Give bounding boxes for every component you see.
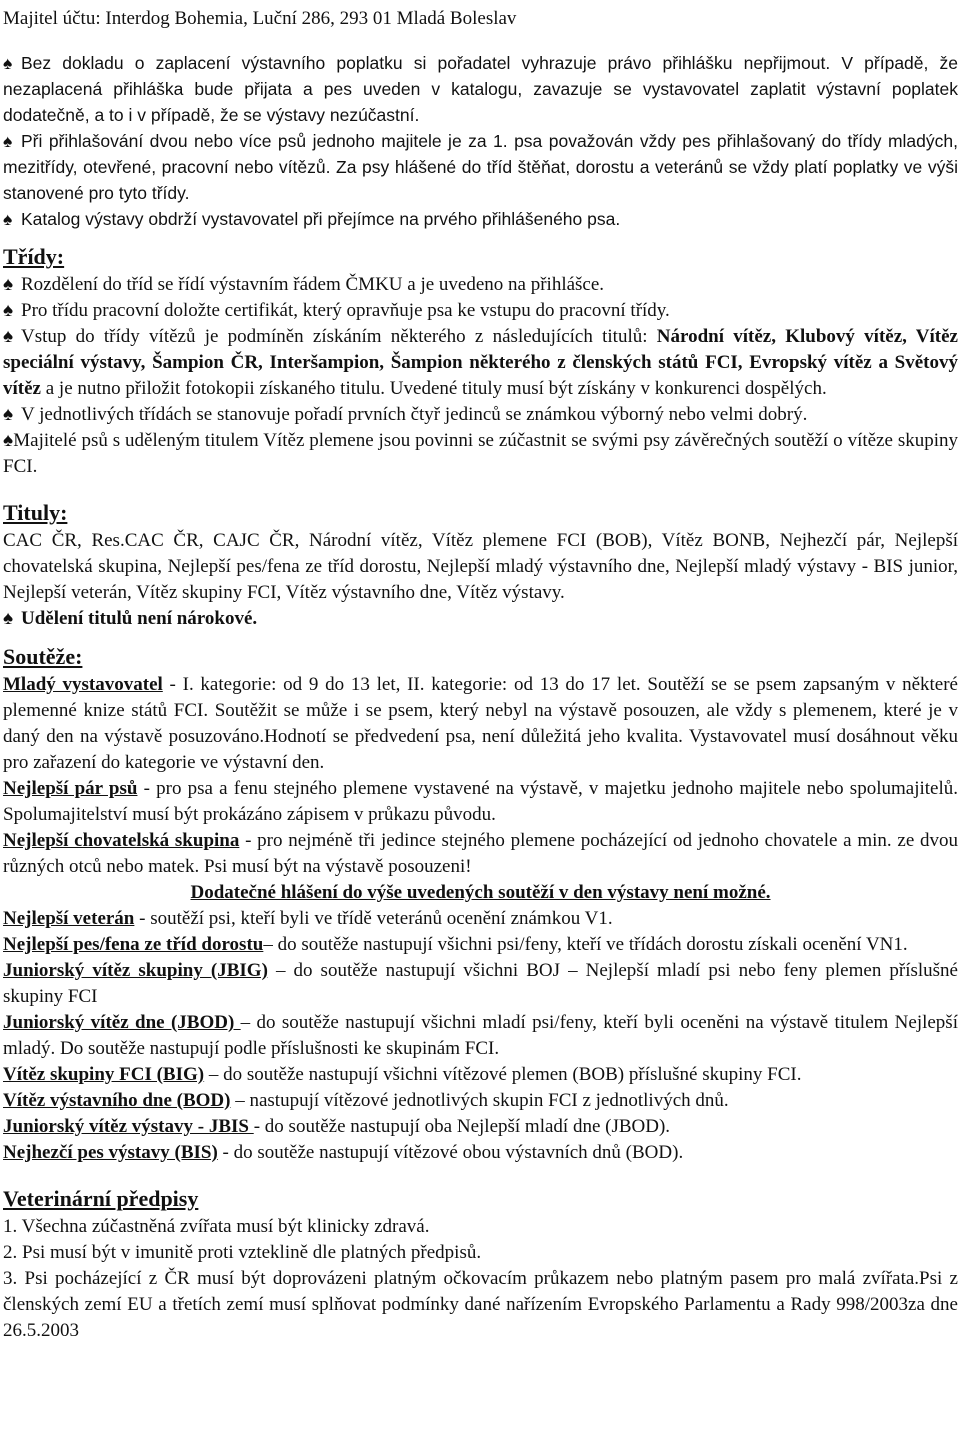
competition-item: [3, 906, 958, 932]
competition-name: Vítěz výstavního dne (BOD): [3, 1090, 231, 1111]
spade-icon: ♠: [3, 131, 13, 151]
competition-item: [3, 1010, 958, 1062]
competition-text: - do soutěže nastupují vítězové obou výstavních dnů (BOD).: [217, 1142, 684, 1163]
competition-name: Nejhezčí pes výstavy (BIS): [3, 1142, 218, 1163]
competitions-list-2: [3, 906, 958, 1166]
spade-icon: ♠: [3, 300, 14, 321]
competition-text: - pro nejméně tři jedince stejného plemene pocházející od jednoho chovatele a min. ze dvou různých otců nebo matek. Psi musí být na výstavě posouzeni!: [3, 830, 958, 877]
vet-item: 3. Psi pocházející z ČR musí být doprovázeni platným očkovacím průkazem nebo platným pasem pro malá zvířata.Psi z členských zemí EU a třetích zemí musí splňovat podmínky dané nařízením Evropského Parlamentu a Rady 998/2003za dne 26.5.2003: [3, 1268, 958, 1341]
classes-paragraph-4: ♠ V jednotlivých třídách se stanovuje pořadí prvních čtyř jedinců se známkou výborný nebo velmi dobrý.: [3, 402, 958, 428]
titles-note: ♠ Udělení titulů není nárokové.: [3, 606, 958, 632]
competitions-notice: Dodatečné hlášení do výše uvedených soutěží v den výstavy není možné.: [190, 882, 771, 903]
document-page: [0, 6, 960, 1344]
spade-icon: ♠: [3, 274, 14, 295]
intro-paragraph-2: ♠ Při přihlašování dvou nebo více psů jednoho majitele je za 1. psa považován vždy pes přihlašovaný do třídy mladých, mezitřídy, otevřené, pracovní nebo vítězů. Za psy hlášené do tříd štěňat, dorostu a veteránů se vždy platí poplatky ve výši stanovené pro tyto třídy.: [3, 128, 958, 206]
competition-name: Mladý vystavovatel: [3, 674, 163, 695]
competition-item: [3, 1114, 958, 1140]
classes-paragraph-5: ♠Majitelé psů s uděleným titulem Vítěz plemene jsou povinni se zúčastnit se svými psy závěrečných soutěží o vítěze skupiny FCI.: [3, 430, 958, 477]
spade-icon: ♠: [3, 608, 14, 629]
competition-text: - pro psa a fenu stejného plemene vystavené na výstavě, v majetku jednoho majitele nebo spolumajitelů. Spolumajitelství musí být prokázáno zápisem v průkazu původu.: [3, 778, 958, 825]
vet-list: [3, 1214, 958, 1344]
competition-text: - soutěží psi, kteří byli ve třídě veteránů ocenění známkou V1.: [134, 908, 613, 929]
competition-name: Nejlepší chovatelská skupina: [3, 830, 240, 851]
classes-heading: Třídy:: [3, 244, 65, 269]
competition-item: [3, 672, 958, 776]
classes-paragraph-1: ♠ Rozdělení do tříd se řídí výstavním řádem ČMKU a je uvedeno na přihlášce.: [3, 272, 958, 298]
competition-name: Juniorský vítěz dne (JBOD): [3, 1012, 241, 1033]
competitions-list: [3, 672, 958, 880]
intro-paragraph-3: ♠ Katalog výstavy obdrží vystavovatel při přejímce na prvého přihlášeného psa.: [3, 206, 958, 232]
spade-icon: ♠: [3, 404, 14, 425]
owner-line: Majitel účtu: Interdog Bohemia, Luční 286, 293 01 Mladá Boleslav: [3, 8, 517, 29]
titles-heading: Tituly:: [3, 500, 68, 525]
competition-text: – do soutěže nastupují všichni psi/feny, kteří ve třídách dorostu získali ocenění VN1.: [263, 934, 908, 955]
spade-icon: ♠: [3, 53, 13, 73]
competition-item: [3, 776, 958, 828]
competition-text: - do soutěže nastupují oba Nejlepší mladí dne (JBOD).: [253, 1116, 671, 1137]
competition-name: Vítěz skupiny FCI (BIG): [3, 1064, 205, 1085]
competition-item: [3, 1088, 958, 1114]
competition-name: Juniorský vítěz skupiny (JBIG): [3, 960, 268, 981]
competition-name: Nejlepší pár psů: [3, 778, 138, 799]
competition-text: – do soutěže nastupují všichni vítězové plemen (BOB) příslušné skupiny FCI.: [204, 1064, 802, 1085]
competition-item: [3, 1140, 958, 1166]
competition-item: [3, 828, 958, 880]
competition-text: – nastupují vítězové jednotlivých skupin FCI z jednotlivých dnů.: [230, 1090, 729, 1111]
titles-paragraph: CAC ČR, Res.CAC ČR, CAJC ČR, Národní vítěz, Vítěz plemene FCI (BOB), Vítěz BONB, Nejhezčí pár, Nejlepší chovatelská skupina, Nejlepší pes/fena ze tříd dorostu, Nejlepší mladý výstavního dne, Nejlepší mladý výstavy - BIS junior, Nejlepší veterán, Vítěz skupiny FCI, Vítěz výstavního dne, Vítěz výstavy.: [3, 530, 958, 603]
vet-heading: Veterinární předpisy: [3, 1186, 199, 1211]
vet-item: 1. Všechna zúčastněná zvířata musí být klinicky zdravá.: [3, 1216, 430, 1237]
competition-name: Juniorský vítěz výstavy - JBIS: [3, 1116, 254, 1137]
competition-name: Nejlepší veterán: [3, 908, 135, 929]
classes-paragraph-3: ♠ Vstup do třídy vítězů je podmíněn získáním některého z následujících titulů: Národní vítěz, Klubový vítěz, Vítěz speciální výstavy, Šampion ČR, Interšampion, Šampion některého z členských států FCI, Evropský vítěz a Světový vítěz a je nutno přiložit fotokopii získaného titulu. Uvedené tituly musí být získány v konkurenci dospělých.: [3, 326, 958, 399]
vet-item: 2. Psi musí být v imunitě proti vzteklině dle platných předpisů.: [3, 1242, 482, 1263]
competition-text: – do soutěže nastupují všichni BOJ – Nejlepší mladí psi nebo feny plemen příslušné skupiny FCI: [3, 960, 958, 1007]
spade-icon: ♠: [3, 326, 14, 347]
competition-text: – do soutěže nastupují všichni mladí psi/feny, kteří byli oceněni na výstavě titulem Nejlepší mladý. Do soutěže nastupují podle příslušnosti ke skupinám FCI.: [3, 1012, 958, 1059]
competition-text: - I. kategorie: od 9 do 13 let, II. kategorie: od 13 do 17 let. Soutěží se se psem zapsaným v některé plemenné knize států FCI. Soutěžit se může i se psem, který nebyl na výstavě posouzen, ale vždy s plemenem, které je v daný den na výstavě posuzováno.Hodnotí se předvedení psa, není důležitá jeho kvalita. Vystavovatel musí dosáhnout věku pro zařazení do kategorie ve výstavní den.: [3, 674, 958, 773]
competition-item: [3, 958, 958, 1010]
spade-icon: ♠: [3, 430, 14, 451]
competition-item: [3, 932, 958, 958]
competition-item: [3, 1062, 958, 1088]
competitions-heading: Soutěže:: [3, 644, 83, 669]
competition-name: Nejlepší pes/fena ze tříd dorostu: [3, 934, 264, 955]
classes-paragraph-2: ♠ Pro třídu pracovní doložte certifikát, který opravňuje psa ke vstupu do pracovní třídy.: [3, 298, 958, 324]
spade-icon: ♠: [3, 209, 13, 229]
intro-paragraph-1: ♠ Bez dokladu o zaplacení výstavního poplatku si pořadatel vyhrazuje právo přihlášku nepřijmout. V případě, že nezaplacená přihláška bude přijata a pes uveden v katalogu, zavazuje se vystavovatel zaplatit výstavní poplatek dodatečně, a to i v případě, že se výstavy nezúčastní.: [3, 50, 958, 128]
